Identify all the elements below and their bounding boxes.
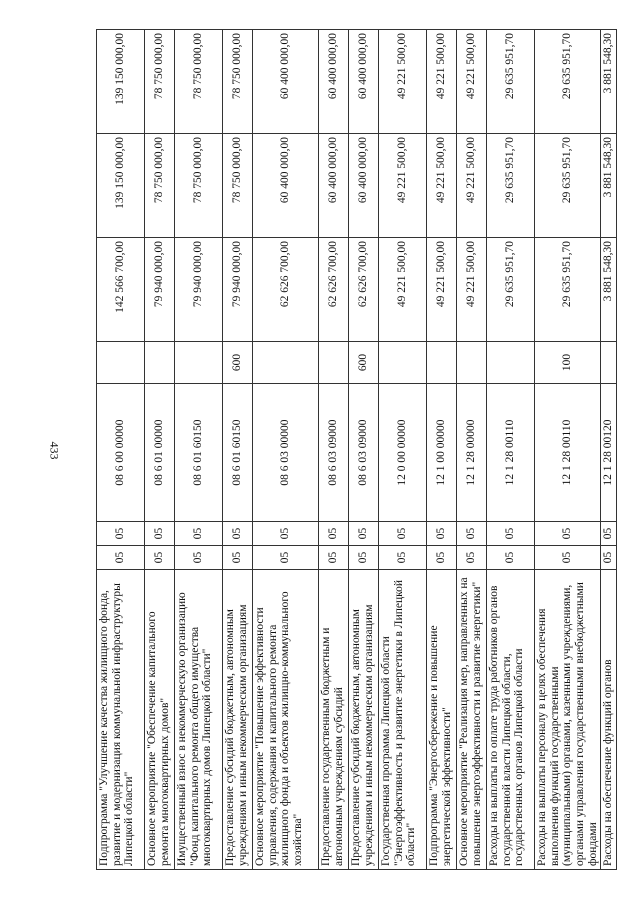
expense-type-cell	[145, 342, 175, 384]
expense-type-cell	[487, 342, 535, 384]
razdel-cell: 05	[427, 546, 457, 570]
podrazdel-cell: 05	[487, 522, 535, 546]
rotated-page-content	[96, 30, 615, 870]
expense-type-cell: 600	[223, 342, 253, 384]
amount-year1-cell: 79 940 000,00	[175, 238, 223, 342]
razdel-cell: 05	[487, 546, 535, 570]
razdel-cell: 05	[145, 546, 175, 570]
target-article-cell: 12 0 00 00000	[379, 384, 427, 522]
table-row	[487, 30, 535, 870]
amount-year3-cell: 29 635 951,70	[487, 30, 535, 134]
expense-type-cell: 600	[349, 342, 379, 384]
amount-year1-cell: 3 881 548,30	[601, 238, 617, 342]
budget-table	[96, 29, 617, 870]
expense-type-cell	[379, 342, 427, 384]
razdel-cell: 05	[535, 546, 601, 570]
podrazdel-cell: 05	[253, 522, 319, 546]
target-article-cell: 12 1 00 00000	[427, 384, 457, 522]
target-article-cell: 08 6 03 09000	[349, 384, 379, 522]
target-article-cell: 08 6 03 00000	[253, 384, 319, 522]
expense-type-cell	[175, 342, 223, 384]
amount-year2-cell: 60 400 000,00	[319, 134, 349, 238]
amount-year2-cell: 60 400 000,00	[349, 134, 379, 238]
amount-year1-cell: 49 221 500,00	[427, 238, 457, 342]
amount-year3-cell: 49 221 500,00	[457, 30, 487, 134]
budget-table-body	[97, 30, 617, 870]
target-article-cell: 08 6 00 00000	[97, 384, 145, 522]
amount-year1-cell: 62 626 700,00	[349, 238, 379, 342]
expense-type-cell	[97, 342, 145, 384]
podrazdel-cell: 05	[535, 522, 601, 546]
target-article-cell: 08 6 01 60150	[175, 384, 223, 522]
podrazdel-cell: 05	[145, 522, 175, 546]
podrazdel-cell: 05	[319, 522, 349, 546]
amount-year2-cell: 3 881 548,30	[601, 134, 617, 238]
amount-year1-cell: 142 566 700,00	[97, 238, 145, 342]
amount-year1-cell: 29 635 951,70	[487, 238, 535, 342]
podrazdel-cell: 05	[457, 522, 487, 546]
table-row	[427, 30, 457, 870]
podrazdel-cell: 05	[379, 522, 427, 546]
razdel-cell: 05	[601, 546, 617, 570]
amount-year3-cell: 60 400 000,00	[319, 30, 349, 134]
row-name-cell: Основное мероприятие "Реализация мер, направленных на повышение энергоэффективности и развитие энергетики"	[457, 570, 487, 870]
expense-type-cell	[253, 342, 319, 384]
amount-year3-cell: 78 750 000,00	[223, 30, 253, 134]
table-row	[319, 30, 349, 870]
page-number: 433	[47, 441, 62, 460]
expense-type-cell	[457, 342, 487, 384]
row-name-cell: Предоставление субсидий бюджетным, автономным учреждениям и иным некоммерческим организациям	[349, 570, 379, 870]
amount-year3-cell: 78 750 000,00	[145, 30, 175, 134]
expense-type-cell	[427, 342, 457, 384]
amount-year2-cell: 78 750 000,00	[223, 134, 253, 238]
target-article-cell: 12 1 28 00110	[487, 384, 535, 522]
razdel-cell: 05	[253, 546, 319, 570]
razdel-cell: 05	[349, 546, 379, 570]
amount-year2-cell: 78 750 000,00	[145, 134, 175, 238]
row-name-cell: Предоставление субсидий бюджетным, автономным учреждениям и иным некоммерческим организациям	[223, 570, 253, 870]
table-row	[145, 30, 175, 870]
amount-year3-cell: 60 400 000,00	[253, 30, 319, 134]
target-article-cell: 08 6 01 60150	[223, 384, 253, 522]
razdel-cell: 05	[319, 546, 349, 570]
expense-type-cell	[319, 342, 349, 384]
amount-year1-cell: 79 940 000,00	[223, 238, 253, 342]
amount-year1-cell: 62 626 700,00	[253, 238, 319, 342]
podrazdel-cell: 05	[601, 522, 617, 546]
amount-year3-cell: 139 150 000,00	[97, 30, 145, 134]
target-article-cell: 12 1 28 00120	[601, 384, 617, 522]
podrazdel-cell: 05	[223, 522, 253, 546]
table-row	[535, 30, 601, 870]
razdel-cell: 05	[223, 546, 253, 570]
row-name-cell: Предоставление государственным бюджетным и автономным учреждениям субсидий	[319, 570, 349, 870]
row-name-cell: Основное мероприятие "Обеспечение капитального ремонта многоквартирных домов"	[145, 570, 175, 870]
amount-year1-cell: 49 221 500,00	[379, 238, 427, 342]
amount-year2-cell: 29 635 951,70	[487, 134, 535, 238]
amount-year2-cell: 60 400 000,00	[253, 134, 319, 238]
amount-year2-cell: 49 221 500,00	[427, 134, 457, 238]
table-row	[175, 30, 223, 870]
amount-year2-cell: 139 150 000,00	[97, 134, 145, 238]
budget-table-frame	[96, 30, 615, 870]
amount-year2-cell: 49 221 500,00	[379, 134, 427, 238]
razdel-cell: 05	[97, 546, 145, 570]
amount-year1-cell: 62 626 700,00	[319, 238, 349, 342]
podrazdel-cell: 05	[97, 522, 145, 546]
table-row	[97, 30, 145, 870]
razdel-cell: 05	[379, 546, 427, 570]
razdel-cell: 05	[457, 546, 487, 570]
amount-year1-cell: 49 221 500,00	[457, 238, 487, 342]
amount-year3-cell: 49 221 500,00	[427, 30, 457, 134]
table-row	[223, 30, 253, 870]
table-row	[601, 30, 617, 870]
target-article-cell: 12 1 28 00000	[457, 384, 487, 522]
amount-year2-cell: 49 221 500,00	[457, 134, 487, 238]
target-article-cell: 08 6 03 09000	[319, 384, 349, 522]
razdel-cell: 05	[175, 546, 223, 570]
target-article-cell: 08 6 01 00000	[145, 384, 175, 522]
table-row	[349, 30, 379, 870]
expense-type-cell: 100	[535, 342, 601, 384]
podrazdel-cell: 05	[175, 522, 223, 546]
row-name-cell: Подпрограмма "Улучшение качества жилищного фонда, развитие и модернизация коммунальной инфраструктуры Липецкой области"	[97, 570, 145, 870]
row-name-cell: Расходы на обеспечение функций органов	[601, 570, 617, 870]
table-row	[253, 30, 319, 870]
amount-year1-cell: 79 940 000,00	[145, 238, 175, 342]
row-name-cell: Основное мероприятие "Повышение эффективности управления, содержания и капитального ремонта жилищного фонда и объектов жилищно-коммунального хозяйства"	[253, 570, 319, 870]
row-name-cell: Государственная программа Липецкой области "Энергоэффективность и развитие энергетики в Липецкой области"	[379, 570, 427, 870]
row-name-cell: Расходы на выплаты персоналу в целях обеспечения выполнения функций государственными (муниципальными) органами, казенными учреждениями, органами управления государственными внебюджетными фондами	[535, 570, 601, 870]
amount-year3-cell: 3 881 548,30	[601, 30, 617, 134]
table-row	[379, 30, 427, 870]
amount-year3-cell: 49 221 500,00	[379, 30, 427, 134]
row-name-cell: Подпрограмма "Энергосбережение и повышение энергетической эффективности"	[427, 570, 457, 870]
podrazdel-cell: 05	[427, 522, 457, 546]
podrazdel-cell: 05	[349, 522, 379, 546]
amount-year3-cell: 29 635 951,70	[535, 30, 601, 134]
amount-year2-cell: 29 635 951,70	[535, 134, 601, 238]
table-row	[457, 30, 487, 870]
row-name-cell: Имущественный взнос в некоммерческую организацию "Фонд капитального ремонта общего имущества многоквартирных домов Липецкой области"	[175, 570, 223, 870]
target-article-cell: 12 1 28 00110	[535, 384, 601, 522]
row-name-cell: Расходы на выплаты по оплате труда работников органов государственной власти Липецкой области, государственных органов Липецкой области	[487, 570, 535, 870]
amount-year3-cell: 78 750 000,00	[175, 30, 223, 134]
amount-year1-cell: 29 635 951,70	[535, 238, 601, 342]
expense-type-cell	[601, 342, 617, 384]
amount-year2-cell: 78 750 000,00	[175, 134, 223, 238]
amount-year3-cell: 60 400 000,00	[349, 30, 379, 134]
